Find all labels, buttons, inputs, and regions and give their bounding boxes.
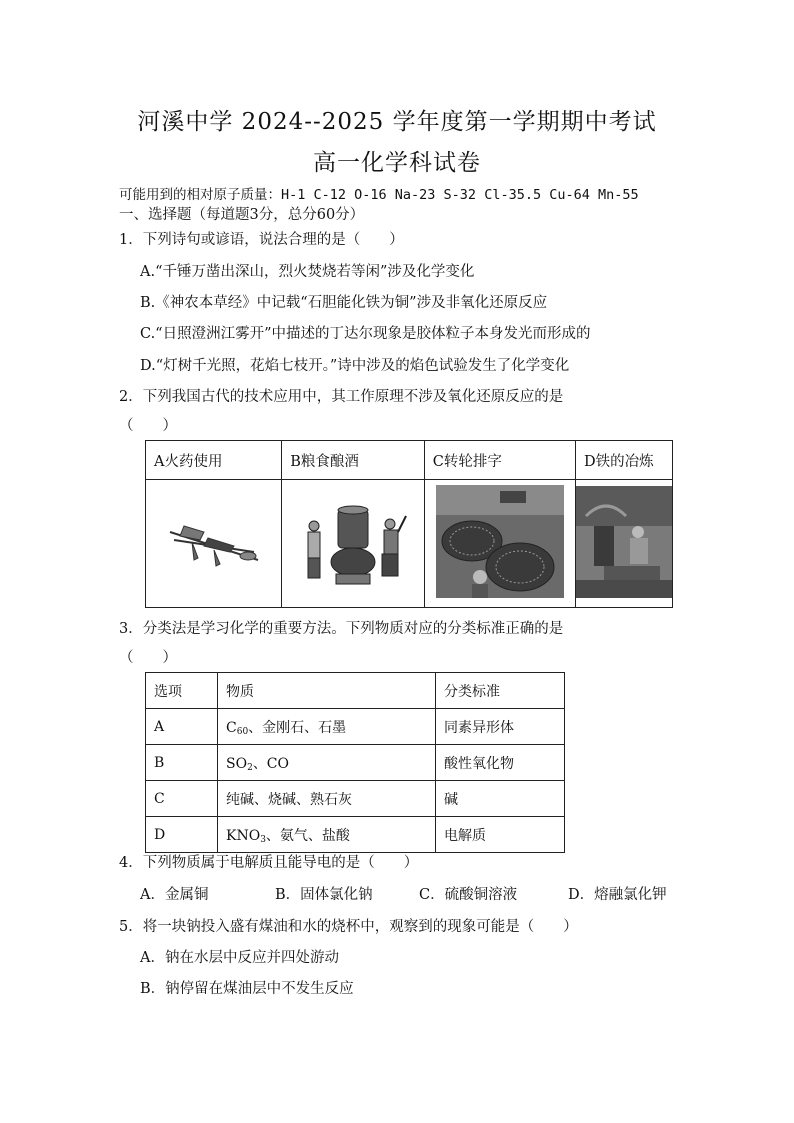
q2-options-table xyxy=(145,440,673,608)
q3-row-substance: $C_{60}$、金刚石、石墨 xyxy=(218,709,436,745)
q1-option-d: D.“灯树千光照，花焰七枝开。”诗中涉及的焰色试验发生了化学变化 xyxy=(140,358,570,374)
q3-col-standard: 分类标准 xyxy=(436,673,565,709)
table-row xyxy=(146,709,565,745)
grain-brewing-image xyxy=(298,496,408,588)
q3-row-option: B xyxy=(146,745,218,781)
exam-title: 河溪中学 2024--2025 学年度第一学期期中考试 xyxy=(137,109,657,135)
rotating-type-image xyxy=(436,485,564,598)
q3-row-substance: 纯碱、烧碱、熟石灰 xyxy=(218,781,436,817)
q2-header-c: C转轮排字 xyxy=(424,441,575,480)
q1-option-b: B.《神农本草经》中记载“石胆能化铁为铜”涉及非氧化还原反应 xyxy=(140,295,548,311)
q3-row-substance: $KNO_3$、氨气、盐酸 xyxy=(218,817,436,853)
q3-row-standard: 电解质 xyxy=(436,817,565,853)
q3-row-standard: 同素异形体 xyxy=(436,709,565,745)
table-row xyxy=(146,781,565,817)
q4-option-a: A．金属铜 xyxy=(140,887,209,903)
q1-option-a: A.“千锤万凿出深山，烈火焚烧若等闲”涉及化学变化 xyxy=(140,264,475,280)
q4-stem: 4．下列物质属于电解质且能导电的是（ ） xyxy=(119,855,419,871)
q5-option-b: B．钠停留在煤油层中不发生反应 xyxy=(140,981,354,997)
q5-option-a: A．钠在水层中反应并四处游动 xyxy=(140,950,339,966)
q2-header-a: A火药使用 xyxy=(146,441,282,480)
gunpowder-rocket-image xyxy=(164,512,264,572)
table-row xyxy=(146,745,565,781)
q3-stem: 3．分类法是学习化学的重要方法。下列物质对应的分类标准正确的是 xyxy=(119,621,564,637)
q1-option-c: C.“日照澄洲江雾开”中描述的丁达尔现象是胶体粒子本身发光而形成的 xyxy=(140,326,591,342)
q3-row-option: D xyxy=(146,817,218,853)
table-row xyxy=(146,817,565,853)
q2-stem: 2．下列我国古代的技术应用中，其工作原理不涉及氧化还原反应的是 xyxy=(119,389,564,405)
q5-stem: 5．将一块钠投入盛有煤油和水的烧杯中，观察到的现象可能是（ ） xyxy=(119,919,578,935)
q4-option-b: B．固体氯化钠 xyxy=(275,887,373,903)
q1-stem: 1．下列诗句或谚语，说法合理的是（ ） xyxy=(119,232,404,248)
exam-subtitle: 高一化学科试卷 xyxy=(313,150,481,176)
q2-cell-c xyxy=(424,480,575,608)
q3-paren: （ ） xyxy=(119,650,177,666)
q3-row-standard: 碱 xyxy=(436,781,565,817)
q4-option-c: C．硫酸铜溶液 xyxy=(419,887,518,903)
q2-paren: （ ） xyxy=(119,418,177,434)
section-heading: 一、选择题（每道题3分，总分60分） xyxy=(119,207,365,223)
q3-row-option: A xyxy=(146,709,218,745)
q2-header-d: D铁的冶炼 xyxy=(576,441,673,480)
iron-smelting-image xyxy=(576,486,672,598)
q3-col-substance: 物质 xyxy=(218,673,436,709)
q3-classification-table xyxy=(145,672,565,853)
q3-row-substance: $SO_2$、CO xyxy=(218,745,436,781)
q2-cell-b xyxy=(282,480,425,608)
q4-option-d: D．熔融氯化钾 xyxy=(568,887,667,903)
q3-row-standard: 酸性氧化物 xyxy=(436,745,565,781)
q3-col-option: 选项 xyxy=(146,673,218,709)
q2-cell-d xyxy=(576,480,673,608)
q2-cell-a xyxy=(146,480,282,608)
atomic-masses: 可能用到的相对原子质量：H-1 C-12 O-16 Na-23 S-32 Cl-35.5 Cu-64 Mn-55 xyxy=(119,187,639,203)
q3-row-option: C xyxy=(146,781,218,817)
q2-header-b: B粮食酿酒 xyxy=(282,441,425,480)
